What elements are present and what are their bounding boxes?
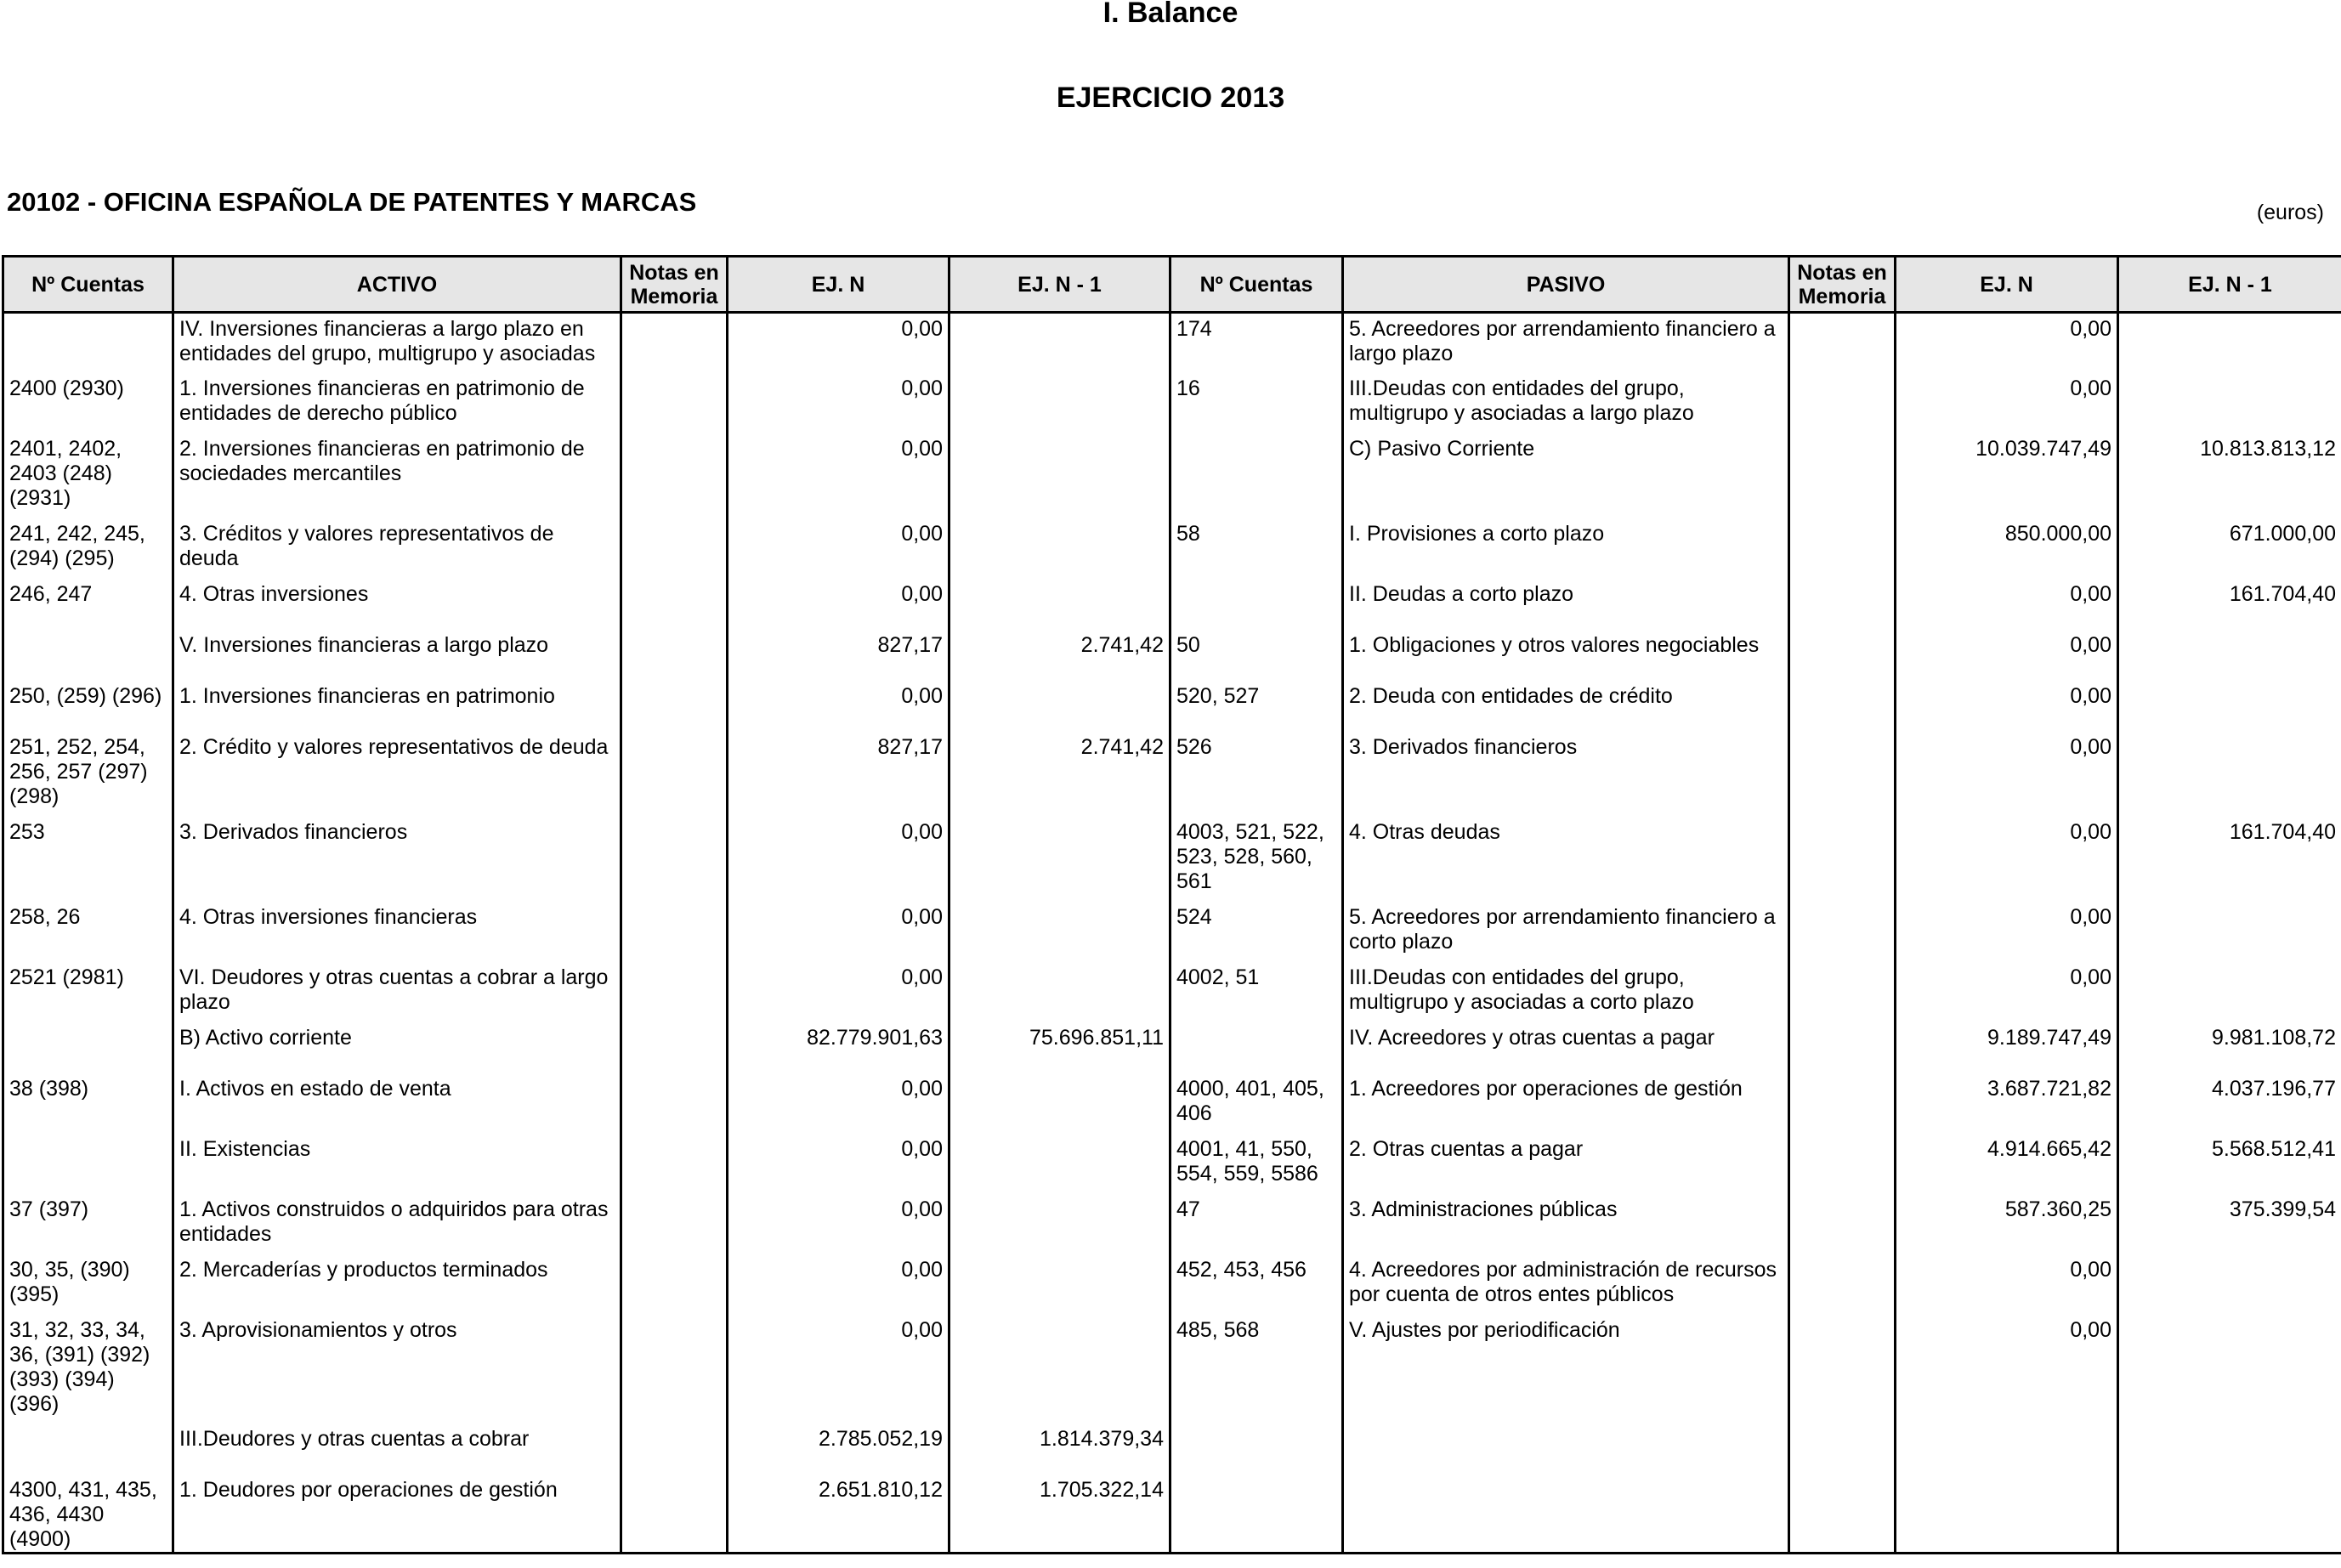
table-row bbox=[3, 579, 2341, 630]
pasivo-concepto-cell: 4. Acreedores por administración de recursos por cuenta de otros entes públicos bbox=[1343, 1254, 1789, 1315]
activo-notas-cell bbox=[621, 313, 728, 373]
pasivo-notas-cell bbox=[1789, 1475, 1896, 1554]
pasivo-concepto-cell: 2. Otras cuentas a pagar bbox=[1343, 1134, 1789, 1194]
pasivo-ej-n-1-cell bbox=[2118, 732, 2341, 817]
activo-ej-n-cell: 0,00 bbox=[728, 433, 949, 518]
activo-ej-n-1-cell: 75.696.851,11 bbox=[949, 1022, 1170, 1073]
col-header-activo-ej-n: EJ. N bbox=[728, 257, 949, 313]
table-row bbox=[3, 817, 2341, 902]
pasivo-ej-n-cell: 0,00 bbox=[1896, 579, 2118, 630]
activo-notas-cell bbox=[621, 732, 728, 817]
table-row bbox=[3, 1073, 2341, 1134]
pasivo-ej-n-cell: 0,00 bbox=[1896, 1254, 2118, 1315]
pasivo-ej-n-cell: 10.039.747,49 bbox=[1896, 433, 2118, 518]
page-title: I. Balance bbox=[1102, 0, 1239, 29]
pasivo-ej-n-cell: 0,00 bbox=[1896, 681, 2118, 732]
pasivo-concepto-cell: II. Deudas a corto plazo bbox=[1343, 579, 1789, 630]
pasivo-concepto-cell: III.Deudas con entidades del grupo, multigrupo y asociadas a largo plazo bbox=[1343, 373, 1789, 433]
pasivo-ej-n-1-cell: 5.568.512,41 bbox=[2118, 1134, 2341, 1194]
activo-concepto-cell: 1. Activos construidos o adquiridos para otras entidades bbox=[173, 1194, 621, 1254]
activo-notas-cell bbox=[621, 373, 728, 433]
pasivo-ej-n-cell bbox=[1896, 1424, 2118, 1475]
activo-cuentas-cell: 2401, 2402, 2403 (248) (2931) bbox=[3, 433, 173, 518]
activo-cuentas-cell bbox=[3, 1134, 173, 1194]
activo-notas-cell bbox=[621, 1194, 728, 1254]
pasivo-cuentas-cell bbox=[1170, 1424, 1343, 1475]
col-header-pasivo-cuentas: Nº Cuentas bbox=[1170, 257, 1343, 313]
activo-concepto-cell: 3. Aprovisionamientos y otros bbox=[173, 1315, 621, 1424]
activo-concepto-cell: VI. Deudores y otras cuentas a cobrar a largo plazo bbox=[173, 962, 621, 1022]
activo-ej-n-1-cell: 2.741,42 bbox=[949, 630, 1170, 681]
activo-notas-cell bbox=[621, 579, 728, 630]
activo-ej-n-cell: 0,00 bbox=[728, 681, 949, 732]
activo-ej-n-cell: 0,00 bbox=[728, 313, 949, 373]
activo-ej-n-1-cell bbox=[949, 962, 1170, 1022]
table-row bbox=[3, 1424, 2341, 1475]
activo-ej-n-1-cell: 1.814.379,34 bbox=[949, 1424, 1170, 1475]
activo-ej-n-cell: 0,00 bbox=[728, 962, 949, 1022]
activo-notas-cell bbox=[621, 1315, 728, 1424]
pasivo-ej-n-1-cell: 10.813.813,12 bbox=[2118, 433, 2341, 518]
pasivo-ej-n-cell: 587.360,25 bbox=[1896, 1194, 2118, 1254]
pasivo-concepto-cell: 1. Obligaciones y otros valores negociables bbox=[1343, 630, 1789, 681]
col-header-pasivo-ej-n-1: EJ. N - 1 bbox=[2118, 257, 2341, 313]
activo-concepto-cell: 2. Mercaderías y productos terminados bbox=[173, 1254, 621, 1315]
pasivo-notas-cell bbox=[1789, 1424, 1896, 1475]
pasivo-ej-n-cell: 0,00 bbox=[1896, 373, 2118, 433]
activo-notas-cell bbox=[621, 518, 728, 579]
activo-cuentas-cell: 258, 26 bbox=[3, 902, 173, 962]
pasivo-ej-n-1-cell: 671.000,00 bbox=[2118, 518, 2341, 579]
table-row bbox=[3, 681, 2341, 732]
activo-ej-n-1-cell bbox=[949, 518, 1170, 579]
pasivo-notas-cell bbox=[1789, 518, 1896, 579]
pasivo-ej-n-cell: 3.687.721,82 bbox=[1896, 1073, 2118, 1134]
pasivo-notas-cell bbox=[1789, 579, 1896, 630]
activo-ej-n-cell: 82.779.901,63 bbox=[728, 1022, 949, 1073]
col-header-pasivo-ej-n: EJ. N bbox=[1896, 257, 2118, 313]
pasivo-ej-n-1-cell bbox=[2118, 1424, 2341, 1475]
activo-cuentas-cell: 241, 242, 245, (294) (295) bbox=[3, 518, 173, 579]
activo-notas-cell bbox=[621, 1475, 728, 1554]
pasivo-cuentas-cell: 4000, 401, 405, 406 bbox=[1170, 1073, 1343, 1134]
pasivo-cuentas-cell: 50 bbox=[1170, 630, 1343, 681]
activo-ej-n-cell: 0,00 bbox=[728, 579, 949, 630]
pasivo-notas-cell bbox=[1789, 1134, 1896, 1194]
table-row bbox=[3, 902, 2341, 962]
activo-cuentas-cell: 2521 (2981) bbox=[3, 962, 173, 1022]
pasivo-ej-n-1-cell: 9.981.108,72 bbox=[2118, 1022, 2341, 1073]
activo-ej-n-cell: 0,00 bbox=[728, 817, 949, 902]
pasivo-concepto-cell: C) Pasivo Corriente bbox=[1343, 433, 1789, 518]
col-header-activo-cuentas: Nº Cuentas bbox=[3, 257, 173, 313]
pasivo-concepto-cell: 3. Administraciones públicas bbox=[1343, 1194, 1789, 1254]
pasivo-ej-n-1-cell bbox=[2118, 630, 2341, 681]
pasivo-cuentas-cell: 452, 453, 456 bbox=[1170, 1254, 1343, 1315]
table-row bbox=[3, 433, 2341, 518]
activo-ej-n-cell: 2.785.052,19 bbox=[728, 1424, 949, 1475]
activo-notas-cell bbox=[621, 681, 728, 732]
pasivo-cuentas-cell: 58 bbox=[1170, 518, 1343, 579]
exercise-title: EJERCICIO 2013 bbox=[1056, 82, 1285, 114]
activo-ej-n-1-cell bbox=[949, 1254, 1170, 1315]
pasivo-notas-cell bbox=[1789, 681, 1896, 732]
pasivo-cuentas-cell: 47 bbox=[1170, 1194, 1343, 1254]
activo-notas-cell bbox=[621, 1424, 728, 1475]
pasivo-ej-n-cell bbox=[1896, 1475, 2118, 1554]
pasivo-concepto-cell: I. Provisiones a corto plazo bbox=[1343, 518, 1789, 579]
pasivo-cuentas-cell: 524 bbox=[1170, 902, 1343, 962]
pasivo-cuentas-cell: 526 bbox=[1170, 732, 1343, 817]
pasivo-concepto-cell: 3. Derivados financieros bbox=[1343, 732, 1789, 817]
table-row bbox=[3, 962, 2341, 1022]
pasivo-cuentas-cell: 174 bbox=[1170, 313, 1343, 373]
activo-ej-n-cell: 2.651.810,12 bbox=[728, 1475, 949, 1554]
balance-table bbox=[2, 255, 2341, 1554]
pasivo-notas-cell bbox=[1789, 1194, 1896, 1254]
activo-cuentas-cell: 251, 252, 254, 256, 257 (297) (298) bbox=[3, 732, 173, 817]
activo-cuentas-cell: 38 (398) bbox=[3, 1073, 173, 1134]
pasivo-notas-cell bbox=[1789, 1022, 1896, 1073]
pasivo-ej-n-cell: 4.914.665,42 bbox=[1896, 1134, 2118, 1194]
activo-cuentas-cell: 2400 (2930) bbox=[3, 373, 173, 433]
pasivo-notas-cell bbox=[1789, 962, 1896, 1022]
activo-concepto-cell: 2. Crédito y valores representativos de deuda bbox=[173, 732, 621, 817]
col-header-pasivo-notas: Notas en Memoria bbox=[1789, 257, 1896, 313]
pasivo-notas-cell bbox=[1789, 902, 1896, 962]
activo-cuentas-cell: 253 bbox=[3, 817, 173, 902]
activo-notas-cell bbox=[621, 1134, 728, 1194]
activo-cuentas-cell: 250, (259) (296) bbox=[3, 681, 173, 732]
activo-concepto-cell: 1. Inversiones financieras en patrimonio bbox=[173, 681, 621, 732]
table-row bbox=[3, 1475, 2341, 1554]
table-row bbox=[3, 1315, 2341, 1424]
activo-ej-n-cell: 0,00 bbox=[728, 373, 949, 433]
activo-ej-n-1-cell bbox=[949, 313, 1170, 373]
activo-ej-n-cell: 0,00 bbox=[728, 1134, 949, 1194]
col-header-activo-ej-n-1: EJ. N - 1 bbox=[949, 257, 1170, 313]
pasivo-notas-cell bbox=[1789, 1073, 1896, 1134]
pasivo-ej-n-cell: 0,00 bbox=[1896, 630, 2118, 681]
activo-ej-n-cell: 0,00 bbox=[728, 1073, 949, 1134]
activo-ej-n-cell: 0,00 bbox=[728, 902, 949, 962]
activo-concepto-cell: I. Activos en estado de venta bbox=[173, 1073, 621, 1134]
activo-cuentas-cell: 31, 32, 33, 34, 36, (391) (392) (393) (394) (396) bbox=[3, 1315, 173, 1424]
activo-notas-cell bbox=[621, 630, 728, 681]
pasivo-concepto-cell bbox=[1343, 1475, 1789, 1554]
pasivo-ej-n-cell: 0,00 bbox=[1896, 1315, 2118, 1424]
activo-concepto-cell: IV. Inversiones financieras a largo plazo en entidades del grupo, multigrupo y asociadas bbox=[173, 313, 621, 373]
activo-concepto-cell: 2. Inversiones financieras en patrimonio de sociedades mercantiles bbox=[173, 433, 621, 518]
pasivo-ej-n-cell: 0,00 bbox=[1896, 817, 2118, 902]
activo-notas-cell bbox=[621, 1073, 728, 1134]
table-row bbox=[3, 313, 2341, 373]
pasivo-notas-cell bbox=[1789, 373, 1896, 433]
activo-notas-cell bbox=[621, 817, 728, 902]
activo-concepto-cell: 3. Créditos y valores representativos de deuda bbox=[173, 518, 621, 579]
activo-ej-n-1-cell: 2.741,42 bbox=[949, 732, 1170, 817]
activo-cuentas-cell: 246, 247 bbox=[3, 579, 173, 630]
activo-ej-n-cell: 0,00 bbox=[728, 1315, 949, 1424]
activo-ej-n-cell: 0,00 bbox=[728, 1194, 949, 1254]
activo-concepto-cell: B) Activo corriente bbox=[173, 1022, 621, 1073]
pasivo-ej-n-1-cell bbox=[2118, 373, 2341, 433]
pasivo-ej-n-1-cell: 161.704,40 bbox=[2118, 579, 2341, 630]
pasivo-ej-n-1-cell bbox=[2118, 902, 2341, 962]
col-header-pasivo: PASIVO bbox=[1343, 257, 1789, 313]
pasivo-notas-cell bbox=[1789, 630, 1896, 681]
pasivo-concepto-cell bbox=[1343, 1424, 1789, 1475]
pasivo-ej-n-cell: 0,00 bbox=[1896, 902, 2118, 962]
activo-ej-n-cell: 827,17 bbox=[728, 732, 949, 817]
activo-ej-n-1-cell bbox=[949, 1194, 1170, 1254]
pasivo-cuentas-cell: 4001, 41, 550, 554, 559, 5586 bbox=[1170, 1134, 1343, 1194]
activo-cuentas-cell bbox=[3, 313, 173, 373]
pasivo-concepto-cell: 2. Deuda con entidades de crédito bbox=[1343, 681, 1789, 732]
activo-cuentas-cell bbox=[3, 1022, 173, 1073]
pasivo-cuentas-cell bbox=[1170, 579, 1343, 630]
col-header-activo-notas: Notas en Memoria bbox=[621, 257, 728, 313]
pasivo-ej-n-1-cell bbox=[2118, 1315, 2341, 1424]
activo-concepto-cell: 1. Deudores por operaciones de gestión bbox=[173, 1475, 621, 1554]
table-row bbox=[3, 1134, 2341, 1194]
activo-notas-cell bbox=[621, 1254, 728, 1315]
activo-cuentas-cell bbox=[3, 630, 173, 681]
pasivo-ej-n-1-cell: 161.704,40 bbox=[2118, 817, 2341, 902]
pasivo-ej-n-cell: 0,00 bbox=[1896, 732, 2118, 817]
pasivo-ej-n-1-cell: 375.399,54 bbox=[2118, 1194, 2341, 1254]
header-row bbox=[3, 257, 2341, 313]
pasivo-notas-cell bbox=[1789, 732, 1896, 817]
table-row bbox=[3, 732, 2341, 817]
table-row bbox=[3, 1022, 2341, 1073]
table-row bbox=[3, 1254, 2341, 1315]
pasivo-ej-n-1-cell bbox=[2118, 962, 2341, 1022]
pasivo-ej-n-cell: 0,00 bbox=[1896, 313, 2118, 373]
table-row bbox=[3, 630, 2341, 681]
pasivo-cuentas-cell: 4003, 521, 522, 523, 528, 560, 561 bbox=[1170, 817, 1343, 902]
activo-ej-n-cell: 0,00 bbox=[728, 1254, 949, 1315]
table-row bbox=[3, 1194, 2341, 1254]
activo-cuentas-cell: 37 (397) bbox=[3, 1194, 173, 1254]
activo-ej-n-1-cell bbox=[949, 373, 1170, 433]
pasivo-cuentas-cell bbox=[1170, 433, 1343, 518]
pasivo-notas-cell bbox=[1789, 1254, 1896, 1315]
pasivo-ej-n-1-cell: 4.037.196,77 bbox=[2118, 1073, 2341, 1134]
pasivo-concepto-cell: 5. Acreedores por arrendamiento financiero a corto plazo bbox=[1343, 902, 1789, 962]
pasivo-ej-n-cell: 850.000,00 bbox=[1896, 518, 2118, 579]
activo-ej-n-1-cell bbox=[949, 1134, 1170, 1194]
pasivo-cuentas-cell: 485, 568 bbox=[1170, 1315, 1343, 1424]
activo-ej-n-1-cell bbox=[949, 579, 1170, 630]
pasivo-cuentas-cell bbox=[1170, 1475, 1343, 1554]
pasivo-concepto-cell: IV. Acreedores y otras cuentas a pagar bbox=[1343, 1022, 1789, 1073]
pasivo-cuentas-cell: 520, 527 bbox=[1170, 681, 1343, 732]
activo-cuentas-cell: 4300, 431, 435, 436, 4430 (4900) bbox=[3, 1475, 173, 1554]
pasivo-ej-n-1-cell bbox=[2118, 681, 2341, 732]
activo-notas-cell bbox=[621, 962, 728, 1022]
pasivo-ej-n-cell: 0,00 bbox=[1896, 962, 2118, 1022]
activo-ej-n-1-cell: 1.705.322,14 bbox=[949, 1475, 1170, 1554]
organization-name: 20102 - OFICINA ESPAÑOLA DE PATENTES Y MARCAS bbox=[7, 187, 697, 217]
activo-ej-n-cell: 0,00 bbox=[728, 518, 949, 579]
pasivo-ej-n-1-cell bbox=[2118, 1254, 2341, 1315]
pasivo-notas-cell bbox=[1789, 313, 1896, 373]
pasivo-cuentas-cell bbox=[1170, 1022, 1343, 1073]
activo-ej-n-1-cell bbox=[949, 1073, 1170, 1134]
pasivo-concepto-cell: V. Ajustes por periodificación bbox=[1343, 1315, 1789, 1424]
pasivo-concepto-cell: III.Deudas con entidades del grupo, multigrupo y asociadas a corto plazo bbox=[1343, 962, 1789, 1022]
table-row bbox=[3, 373, 2341, 433]
activo-ej-n-1-cell bbox=[949, 902, 1170, 962]
activo-concepto-cell: II. Existencias bbox=[173, 1134, 621, 1194]
pasivo-notas-cell bbox=[1789, 433, 1896, 518]
pasivo-ej-n-cell: 9.189.747,49 bbox=[1896, 1022, 2118, 1073]
pasivo-ej-n-1-cell bbox=[2118, 1475, 2341, 1554]
pasivo-cuentas-cell: 4002, 51 bbox=[1170, 962, 1343, 1022]
activo-concepto-cell: 4. Otras inversiones bbox=[173, 579, 621, 630]
activo-concepto-cell: 3. Derivados financieros bbox=[173, 817, 621, 902]
activo-ej-n-cell: 827,17 bbox=[728, 630, 949, 681]
table-row bbox=[3, 518, 2341, 579]
activo-cuentas-cell: 30, 35, (390) (395) bbox=[3, 1254, 173, 1315]
pasivo-concepto-cell: 1. Acreedores por operaciones de gestión bbox=[1343, 1073, 1789, 1134]
activo-concepto-cell: V. Inversiones financieras a largo plazo bbox=[173, 630, 621, 681]
pasivo-notas-cell bbox=[1789, 1315, 1896, 1424]
pasivo-ej-n-1-cell bbox=[2118, 313, 2341, 373]
activo-concepto-cell: 4. Otras inversiones financieras bbox=[173, 902, 621, 962]
activo-ej-n-1-cell bbox=[949, 681, 1170, 732]
pasivo-notas-cell bbox=[1789, 817, 1896, 902]
activo-ej-n-1-cell bbox=[949, 433, 1170, 518]
activo-notas-cell bbox=[621, 433, 728, 518]
activo-notas-cell bbox=[621, 902, 728, 962]
activo-concepto-cell: III.Deudores y otras cuentas a cobrar bbox=[173, 1424, 621, 1475]
currency-units: (euros) bbox=[2256, 201, 2324, 224]
activo-concepto-cell: 1. Inversiones financieras en patrimonio de entidades de derecho público bbox=[173, 373, 621, 433]
activo-ej-n-1-cell bbox=[949, 1315, 1170, 1424]
activo-ej-n-1-cell bbox=[949, 817, 1170, 902]
pasivo-concepto-cell: 5. Acreedores por arrendamiento financiero a largo plazo bbox=[1343, 313, 1789, 373]
pasivo-concepto-cell: 4. Otras deudas bbox=[1343, 817, 1789, 902]
activo-notas-cell bbox=[621, 1022, 728, 1073]
pasivo-cuentas-cell: 16 bbox=[1170, 373, 1343, 433]
activo-cuentas-cell bbox=[3, 1424, 173, 1475]
col-header-activo: ACTIVO bbox=[173, 257, 621, 313]
